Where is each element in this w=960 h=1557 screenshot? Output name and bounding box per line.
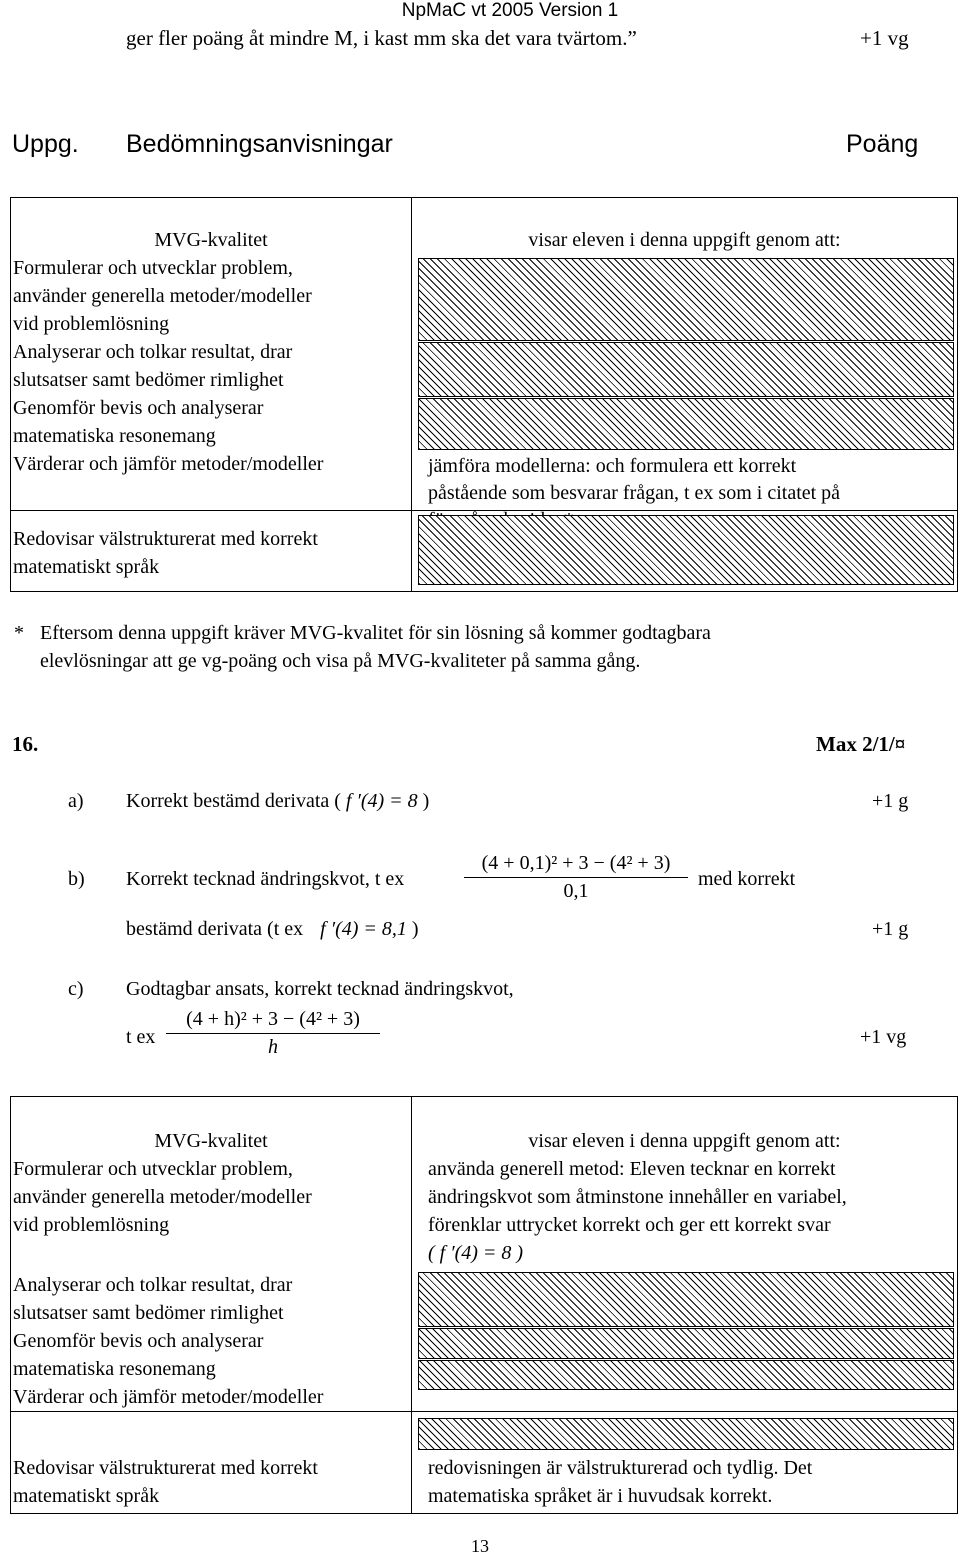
rubric1-criterion-4: Värderar och jämför metoder/modeller <box>13 453 324 475</box>
part-a-points: +1 g <box>872 790 909 812</box>
rubric1-criterion-5: Redovisar välstrukturerat med korrekt matematiskt språk <box>13 528 318 578</box>
rubric1-hatch-2 <box>418 342 954 397</box>
part-b-points: +1 g <box>872 918 909 940</box>
part-b-line2: bestämd derivata (t ex f ′(4) = 8,1 ) <box>126 918 419 940</box>
part-b-numerator: (4 + 0,1)² + 3 − (4² + 3) <box>481 852 671 874</box>
part-c-label: c) <box>68 978 84 1000</box>
part-b-after: med korrekt <box>698 868 796 890</box>
rubric2-evidence-5-cell <box>412 1412 958 1514</box>
rubric2-criterion-1: Formulerar och utvecklar problem, använder generella metoder/modeller vid problemlösning <box>13 1158 312 1236</box>
part-c-text: Godtagbar ansats, korrekt tecknad ändringskvot, <box>126 978 514 1000</box>
footnote-line-1: Eftersom denna uppgift kräver MVG-kvalitet för sin lösning så kommer godtagbara <box>40 622 711 644</box>
rubric1-criterion-1: Formulerar och utvecklar problem, använder generella metoder/modeller vid problemlösning <box>13 257 312 335</box>
rubric1-evidence-cell <box>412 198 958 511</box>
part-a-formula: f ′(4) = 8 <box>345 790 418 812</box>
part-c-tex: t ex <box>126 1026 156 1048</box>
rubric2-criteria-cell <box>11 1097 412 1412</box>
footnote-line-2: elevlösningar att ge vg-poäng och visa på MVG-kvaliteter på samma gång. <box>40 650 641 672</box>
task-number: 16. <box>12 732 39 756</box>
rubric2-criterion-5: Redovisar välstrukturerat med korrekt matematiskt språk <box>13 1457 318 1507</box>
part-c-denominator: h <box>268 1036 278 1058</box>
rubric2-evidence-1: använda generell metod: Eleven tecknar en korrekt ändringskvot som åtminstone innehåller en variabel, förenklar uttrycket korrekt och ger ett korrekt svar ( f ′(4) = 8 ) <box>428 1158 847 1264</box>
rubric2-criterion-3: Genomför bevis och analyserar matematiska resonemang <box>13 1330 264 1380</box>
part-c-quotient <box>166 1008 380 1059</box>
rubric2-col1-header: MVG-kvalitet <box>154 1130 268 1152</box>
top-line-text: ger fler poäng åt mindre M, i kast mm ska det vara tvärtom.” <box>126 26 637 50</box>
rubric1-hatch-3 <box>418 398 954 450</box>
rubric1-hatch-5 <box>418 515 954 585</box>
rubric-table-2 <box>10 1096 958 1514</box>
rubric2-criterion-5-cell <box>11 1412 412 1514</box>
rubric1-criteria-cell <box>11 198 412 511</box>
rubric1-criterion-5-cell <box>11 511 412 592</box>
uppg-label: Uppg. <box>12 130 79 158</box>
rubric1-evidence-5-cell <box>412 511 958 592</box>
task-max-points: Max 2/1/¤ <box>816 732 906 756</box>
part-b-formula: f ′(4) = 8,1 <box>320 918 407 940</box>
rubric2-hatch-2 <box>418 1272 954 1327</box>
rubric1-hatch-1 <box>418 258 954 341</box>
rubric1-criterion-2: Analyserar och tolkar resultat, drar slutsatser samt bedömer rimlighet <box>13 341 293 391</box>
part-b-label: b) <box>68 868 85 890</box>
rubric2-criterion-4: Värderar och jämför metoder/modeller <box>13 1386 324 1408</box>
part-c-points: +1 vg <box>860 1026 907 1048</box>
rubric2-hatch-3 <box>418 1328 954 1359</box>
rubric2-hatch-5 <box>418 1418 954 1450</box>
part-b-text: Korrekt tecknad ändringskvot, t ex <box>126 868 405 890</box>
rubric2-hatch-4 <box>418 1360 954 1390</box>
section-title: Bedömningsanvisningar <box>126 130 393 158</box>
rubric1-criterion-3: Genomför bevis och analyserar matematiska resonemang <box>13 397 264 447</box>
rubric-table-1 <box>10 197 958 592</box>
rubric1-col1-header: MVG-kvalitet <box>154 229 268 251</box>
part-b-quotient <box>464 852 688 903</box>
top-line-points: +1 vg <box>860 26 909 50</box>
rubric1-evidence-4: jämföra modellerna: och formulera ett korrekt påstående som besvarar frågan, t ex som i citatet på <box>428 455 841 504</box>
rubric1-col2-header: visar eleven i denna uppgift genom att: <box>528 229 841 251</box>
footnote-marker: * <box>14 622 24 644</box>
part-a-label: a) <box>68 790 84 812</box>
rubric2-evidence-cell <box>412 1097 958 1412</box>
rubric2-evidence-5: redovisningen är välstrukturerad och tydlig. Det matematiska språket är i huvudsak korrekt. <box>428 1457 813 1507</box>
rubric2-criterion-2: Analyserar och tolkar resultat, drar slutsatser samt bedömer rimlighet <box>13 1274 293 1324</box>
part-a-text: Korrekt bestämd derivata ( f ′(4) = 8 ) <box>126 790 430 812</box>
part-c-numerator: (4 + h)² + 3 − (4² + 3) <box>186 1008 360 1030</box>
points-heading: Poäng <box>846 130 919 158</box>
page-number: 13 <box>471 1536 489 1556</box>
document-header: NpMaC vt 2005 Version 1 <box>401 0 619 21</box>
part-b-denominator: 0,1 <box>563 880 589 902</box>
rubric2-col2-header: visar eleven i denna uppgift genom att: <box>528 1130 841 1152</box>
